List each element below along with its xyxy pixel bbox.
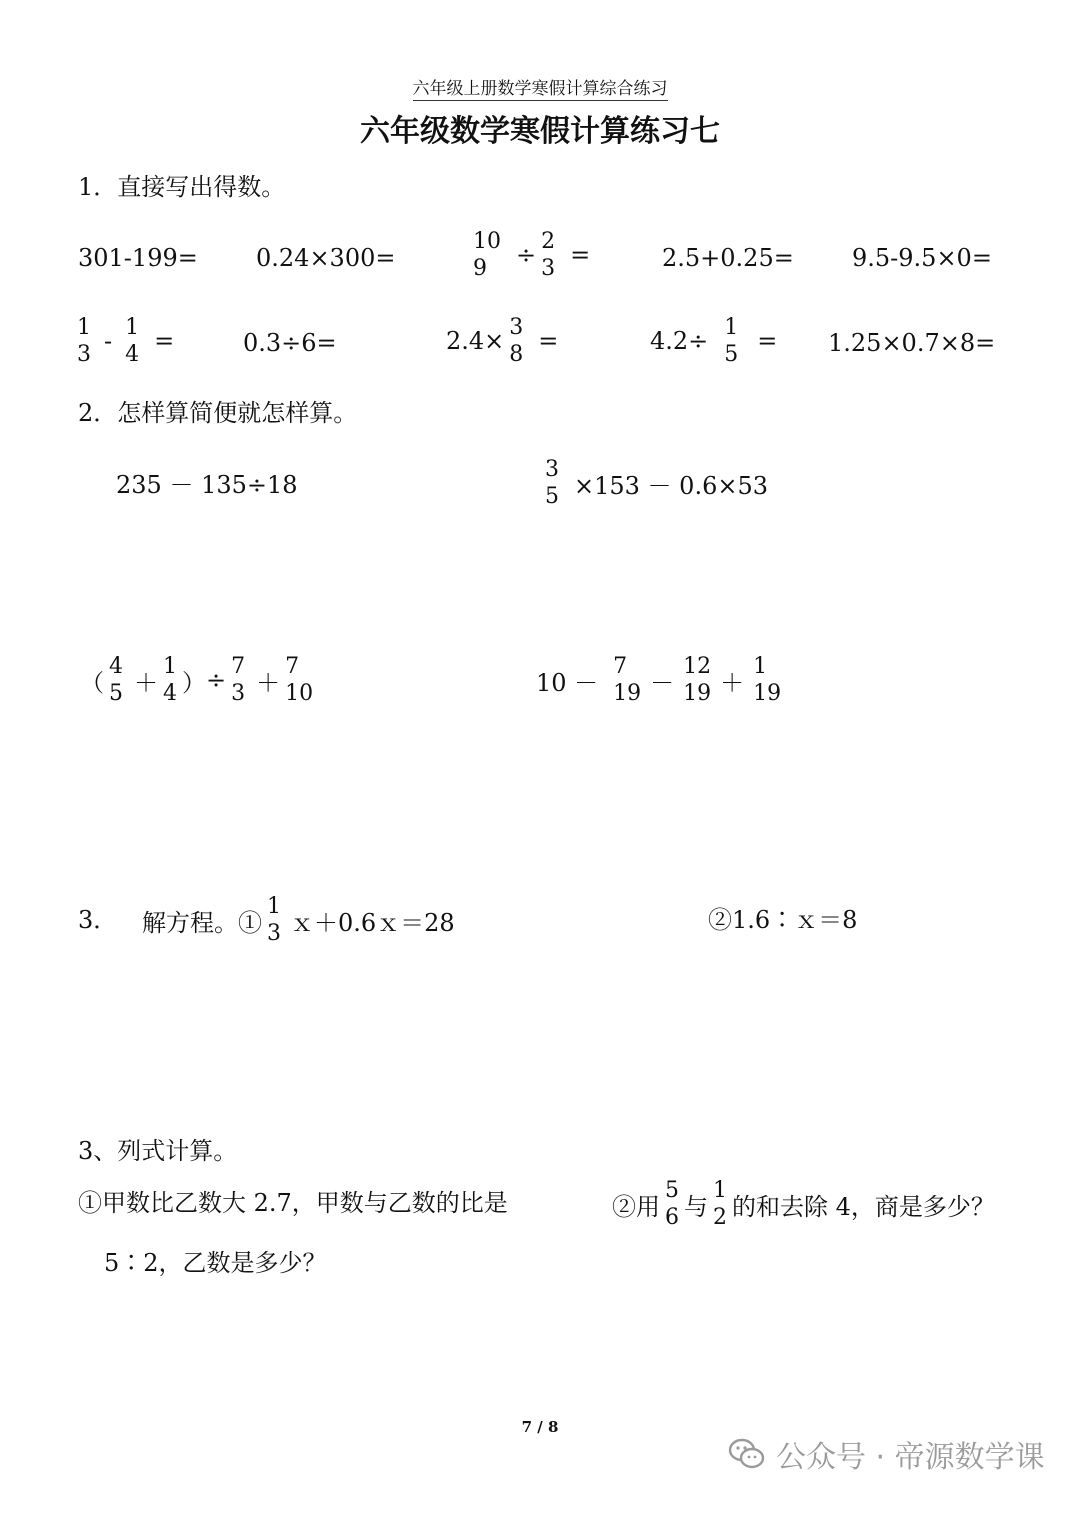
fraction: 7 19 <box>613 654 642 706</box>
page-number: 7 / 8 <box>521 1418 559 1436</box>
fraction: 3 8 <box>509 315 524 367</box>
fraction: 10 9 <box>473 229 501 281</box>
watermark-text: 公众号 · 帝源数学课 <box>776 1440 1045 1475</box>
fraction: 1 2 <box>713 1178 727 1230</box>
oral-expr-5: 9.5-9.5×0= <box>852 244 992 272</box>
equation-2: ②1.6∶ｘ＝8 <box>708 906 858 934</box>
oral-expr-10: 1.25×0.7×8= <box>828 329 996 357</box>
section1-heading: 1．直接写出得数。 <box>78 173 286 201</box>
oral-expr-8: 2.4× 3 8 = <box>446 315 559 367</box>
fraction: 1 4 <box>125 315 140 367</box>
fraction: 4 5 <box>109 654 123 706</box>
oral-expr-9: 4.2÷ 1 5 = <box>650 315 778 367</box>
simplify-problem-1: 235 － 135÷18 <box>116 471 298 499</box>
section2-heading: 2．怎样算简便就怎样算。 <box>78 399 358 427</box>
fraction: 1 3 <box>267 894 281 946</box>
simplify-problem-2: 3 5 ×153 － 0.6×53 <box>545 457 768 509</box>
fraction: 12 19 <box>683 654 712 706</box>
fraction: 1 3 <box>77 315 91 367</box>
word-problem-2: ②用 5 6 与 1 2 的和去除 4，商是多少？ <box>612 1178 995 1230</box>
fraction: 1 4 <box>163 654 177 706</box>
fraction: 5 6 <box>665 1178 679 1230</box>
oral-expr-7: 0.3÷6= <box>243 329 337 357</box>
oral-expr-6: 1 3 - 1 4 = <box>77 315 175 367</box>
fraction: 1 5 <box>724 315 739 367</box>
section3-number: 3． <box>78 906 118 934</box>
fraction: 7 10 <box>285 654 314 706</box>
fraction: 2 3 <box>541 229 556 281</box>
page-header <box>0 78 1080 100</box>
simplify-problem-3: （ 4 5 ＋ 1 4 ） ÷ 7 3 ＋ 7 10 <box>80 654 314 706</box>
oral-expr-1: 301-199= <box>78 244 198 272</box>
fraction: 1 19 <box>753 654 782 706</box>
equation-1: 解方程。① 1 3 ｘ＋0.6ｘ＝28 <box>142 894 455 946</box>
word-problem-1-line2: 5∶2，乙数是多少？ <box>104 1249 327 1277</box>
oral-expr-3: 10 9 ÷ 2 3 = <box>473 229 591 281</box>
oral-expr-2: 0.24×300= <box>256 244 396 272</box>
watermark <box>728 1432 1045 1476</box>
simplify-problem-4: 10 － 7 19 － 12 19 ＋ 1 19 <box>536 654 782 706</box>
header-subtitle: 六年级上册数学寒假计算综合练习 <box>412 79 668 99</box>
oral-expr-4: 2.5+0.25= <box>662 244 794 272</box>
page-title: 六年级数学寒假计算练习七 <box>360 114 720 149</box>
fraction: 3 5 <box>545 457 559 509</box>
section4-heading: 3、列式计算。 <box>78 1137 238 1165</box>
fraction: 7 3 <box>231 654 246 706</box>
word-problem-1-line1: ①甲数比乙数大 2.7，甲数与乙数的比是 <box>78 1189 508 1217</box>
wechat-icon <box>728 1437 766 1471</box>
